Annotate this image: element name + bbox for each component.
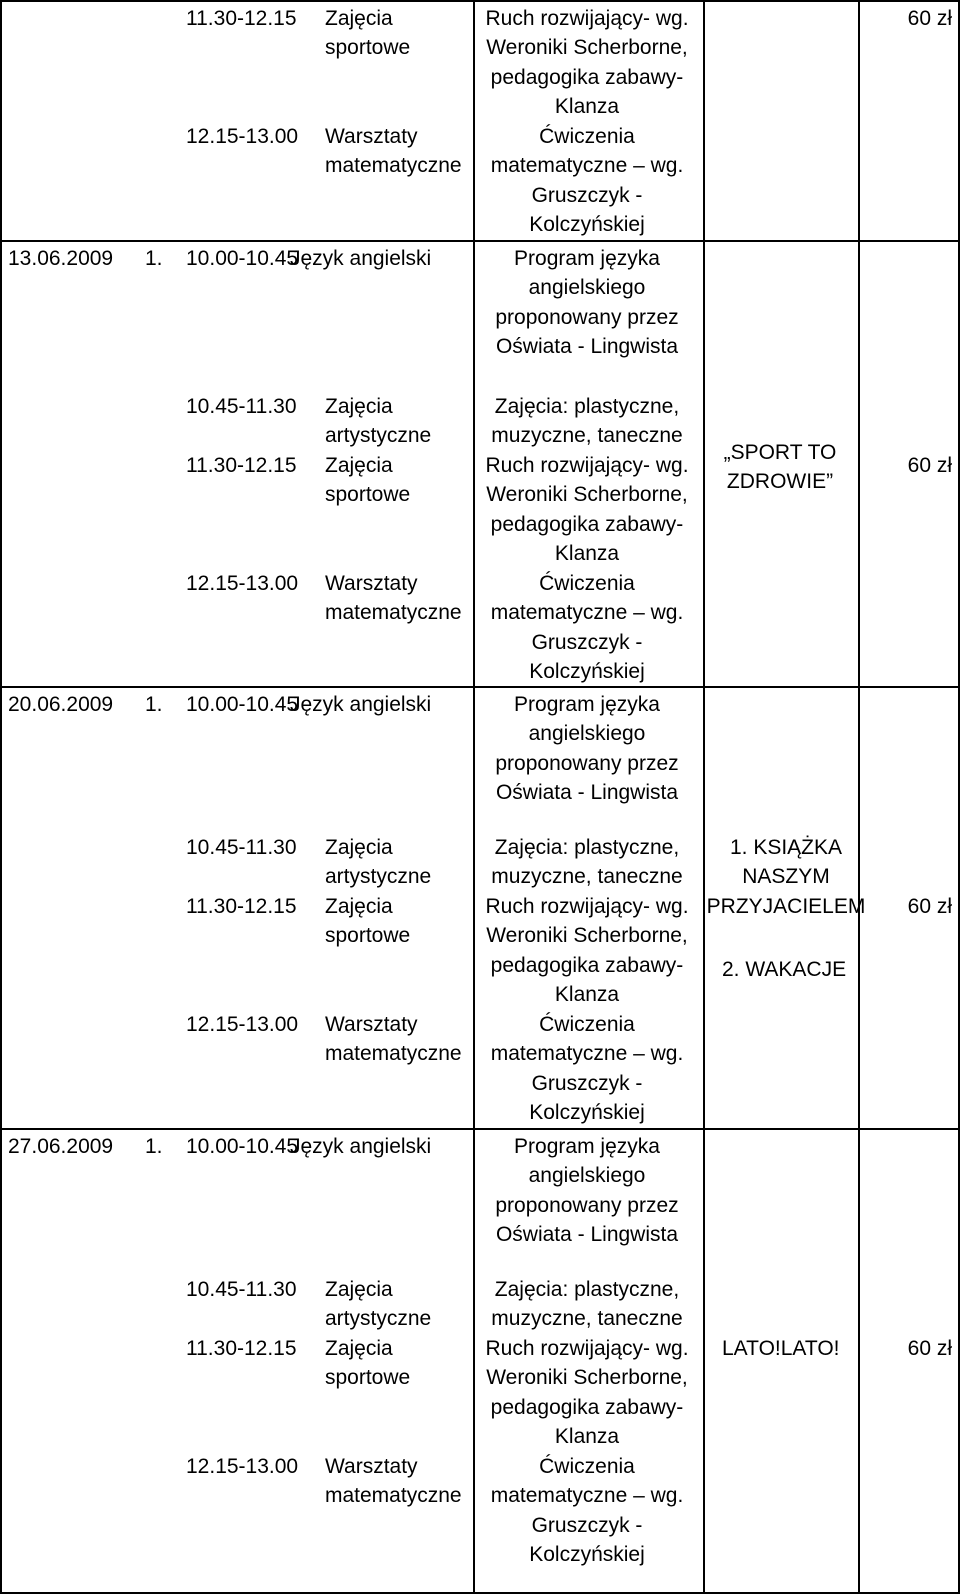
session-activity: Zajęcia artystyczne	[325, 395, 432, 448]
session-program: Ćwiczenia matematyczne – wg. Gruszczyk - Kolczyńskiej	[490, 1455, 684, 1567]
session-time: 10.00-10.45	[186, 1135, 299, 1158]
session-program: Ruch rozwijający- wg. Weroniki Scherborne, pedagogika zabawy- Klanza	[485, 7, 689, 119]
session-activity: Zajęcia sportowe	[325, 7, 411, 60]
session-program: Program języka angielskiego proponowany przez Oświata - Lingwista	[495, 1135, 679, 1247]
session-time: 10.00-10.45	[186, 693, 299, 716]
topic-item: 1. KSIĄŻKA NASZYM PRZYJACIELEM	[706, 836, 866, 918]
price: 60 zł	[907, 895, 952, 918]
date: 27.06.2009	[8, 1135, 114, 1158]
session-program: Ćwiczenia matematyczne – wg. Gruszczyk - Kolczyńskiej	[490, 572, 684, 684]
session-program: Ruch rozwijający- wg. Weroniki Scherborne, pedagogika zabawy- Klanza	[485, 454, 689, 566]
row-divider-13-06	[0, 240, 960, 242]
topic: „SPORT TO ZDROWIE”	[723, 441, 837, 494]
session-activity: Język angielski	[290, 247, 432, 270]
session-program: Ruch rozwijający- wg. Weroniki Scherborne, pedagogika zabawy- Klanza	[485, 895, 689, 1007]
session-time: 11.30-12.15	[186, 1337, 297, 1360]
session-activity: Warsztaty matematyczne	[325, 125, 462, 178]
session-program: Program języka angielskiego proponowany przez Oświata - Lingwista	[495, 693, 679, 805]
session-time: 12.15-13.00	[186, 572, 299, 595]
table-top-border	[0, 0, 960, 2]
session-time: 10.00-10.45	[186, 247, 299, 270]
session-activity: Warsztaty matematyczne	[325, 572, 462, 625]
session-activity: Warsztaty matematyczne	[325, 1455, 462, 1508]
session-program: Program języka angielskiego proponowany przez Oświata - Lingwista	[495, 247, 679, 359]
table-bottom-border	[0, 1592, 960, 1594]
session-activity: Zajęcia sportowe	[325, 895, 411, 948]
session-time: 12.15-13.00	[186, 125, 299, 148]
session-activity: Zajęcia artystyczne	[325, 1278, 432, 1331]
session-time: 10.45-11.30	[186, 836, 297, 859]
column-divider-topic	[703, 0, 705, 1594]
session-activity: Język angielski	[290, 693, 432, 716]
session-program: Ruch rozwijający- wg. Weroniki Scherborne, pedagogika zabawy- Klanza	[485, 1337, 689, 1449]
session-activity: Warsztaty matematyczne	[325, 1013, 462, 1066]
session-time: 12.15-13.00	[186, 1013, 299, 1036]
session-number: 1.	[145, 1135, 163, 1158]
date: 13.06.2009	[8, 247, 114, 270]
topic-item: 2. WAKACJE	[722, 958, 847, 981]
session-number: 1.	[145, 693, 163, 716]
session-activity: Język angielski	[290, 1135, 432, 1158]
session-time: 10.45-11.30	[186, 1278, 297, 1301]
session-activity: Zajęcia sportowe	[325, 454, 411, 507]
session-activity: Zajęcia sportowe	[325, 1337, 411, 1390]
session-program: Ćwiczenia matematyczne – wg. Gruszczyk - Kolczyńskiej	[490, 1013, 684, 1125]
date: 20.06.2009	[8, 693, 114, 716]
session-number: 1.	[145, 247, 163, 270]
session-time: 12.15-13.00	[186, 1455, 299, 1478]
row-divider-27-06	[0, 1128, 960, 1130]
session-program: Zajęcia: plastyczne, muzyczne, taneczne	[491, 836, 683, 889]
session-activity: Zajęcia artystyczne	[325, 836, 432, 889]
session-time: 11.30-12.15	[186, 7, 297, 30]
session-time: 11.30-12.15	[186, 895, 297, 918]
session-program: Ćwiczenia matematyczne – wg. Gruszczyk - Kolczyńskiej	[490, 125, 684, 237]
session-program: Zajęcia: plastyczne, muzyczne, taneczne	[491, 1278, 683, 1331]
price: 60 zł	[907, 454, 952, 477]
table-right-border	[958, 0, 960, 1594]
price: 60 zł	[907, 7, 952, 30]
session-time: 10.45-11.30	[186, 395, 297, 418]
column-divider-date	[0, 0, 2, 1594]
topic: LATO!LATO!	[722, 1337, 840, 1360]
price: 60 zł	[907, 1337, 952, 1360]
session-program: Zajęcia: plastyczne, muzyczne, taneczne	[491, 395, 683, 448]
session-time: 11.30-12.15	[186, 454, 297, 477]
